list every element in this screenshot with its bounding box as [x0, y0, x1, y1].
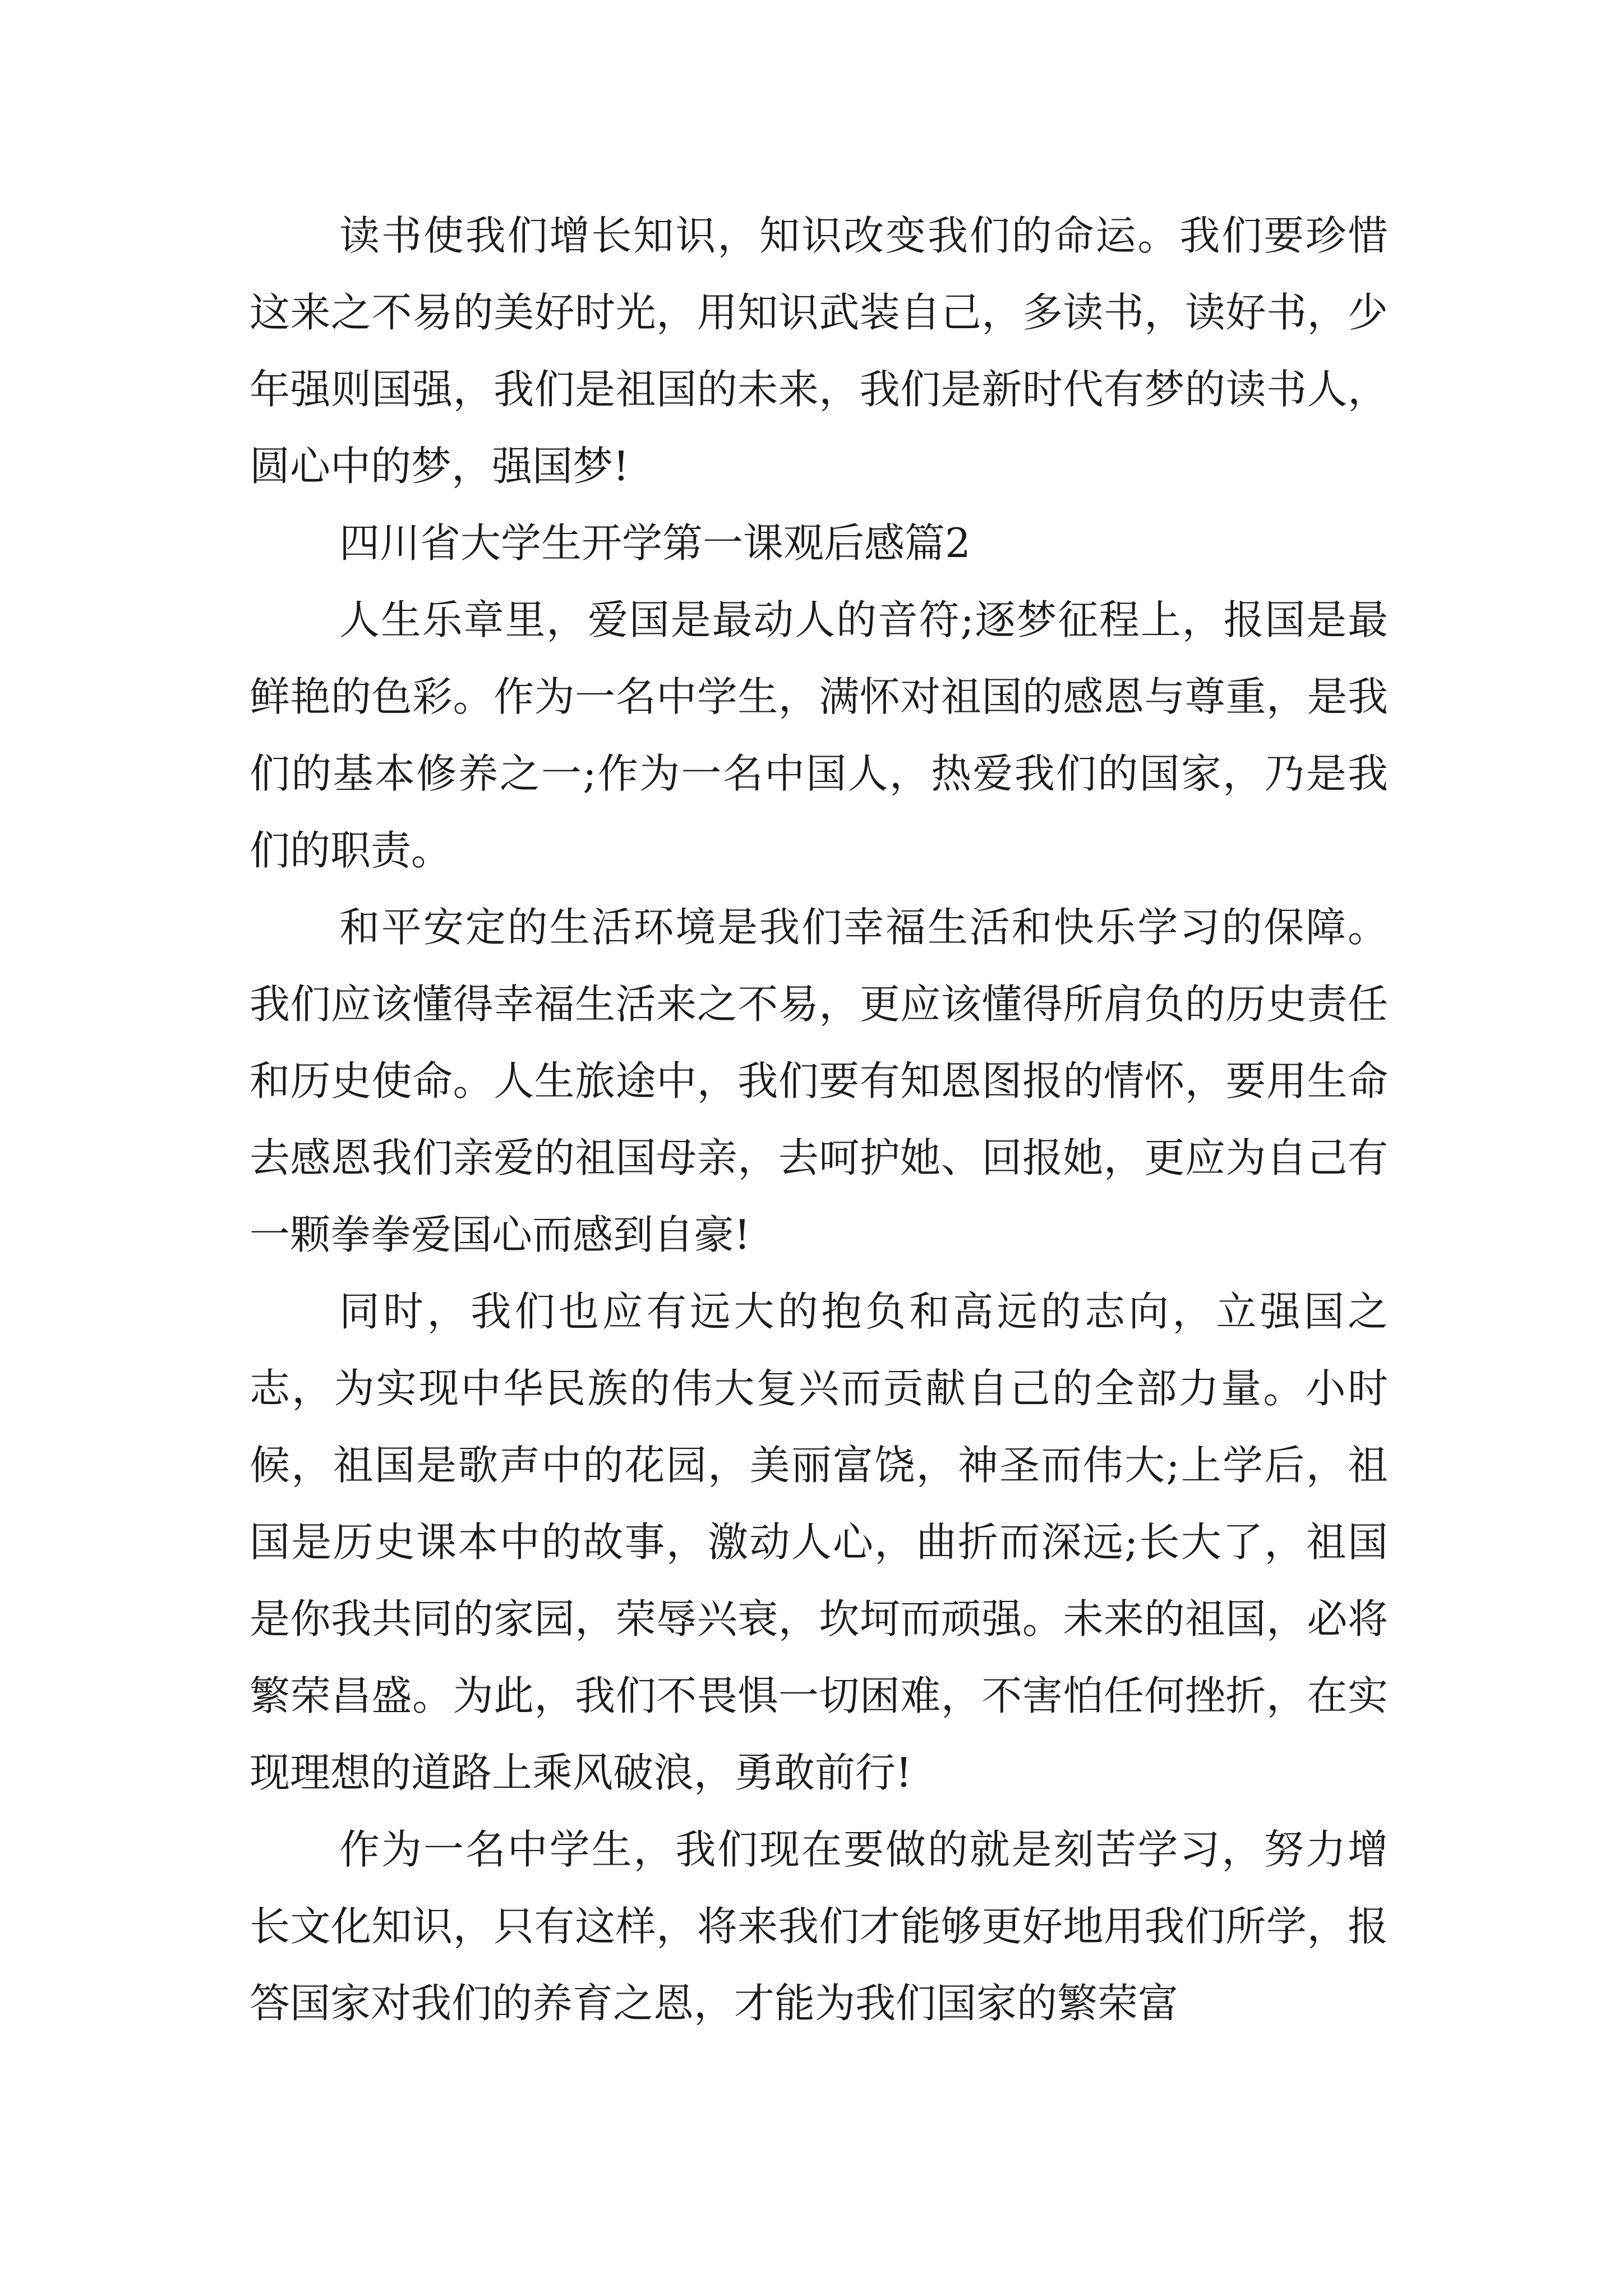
section-heading: 四川省大学生开学第一课观后感篇2: [339, 519, 971, 567]
document-page: [250, 197, 1388, 2042]
paragraph-ambition: 同时，我们也应有远大的抱负和高远的志向，立强国之志，为实现中华民族的伟大复兴而贡献自己的全部力量。小时候，祖国是歌声中的花园，美丽富饶，神圣而伟大;上学后，祖国是历史课本中的故事，激动人心，曲折而深远;长大了，祖国是你我共同的家园，荣辱兴衰，坎坷而顽强。未来的祖国，必将繁荣昌盛。为此，我们不畏惧一切困难，不害怕任何挫折，在实现理想的道路上乘风破浪，勇敢前行!: [250, 1288, 1388, 1796]
paragraph-patriotism: 人生乐章里，爱国是最动人的音符;逐梦征程上，报国是最鲜艳的色彩。作为一名中学生，满怀对祖国的感恩与尊重，是我们的基本修养之一;作为一名中国人，热爱我们的国家，乃是我们的职责。: [250, 596, 1388, 874]
paragraph-reading: 读书使我们增长知识，知识改变我们的命运。我们要珍惜这来之不易的美好时光，用知识武装自己，多读书，读好书，少年强则国强，我们是祖国的未来，我们是新时代有梦的读书人，圆心中的梦，强国梦!: [250, 212, 1388, 490]
paragraph-study: 作为一名中学生，我们现在要做的就是刻苦学习，努力增长文化知识，只有这样，将来我们才能够更好地用我们所学，报答国家对我们的养育之恩，才能为我们国家的繁荣富: [250, 1826, 1388, 2027]
paragraph-peace: 和平安定的生活环境是我们幸福生活和快乐学习的保障。我们应该懂得幸福生活来之不易，更应该懂得所肩负的历史责任和历史使命。人生旅途中，我们要有知恩图报的情怀，要用生命去感恩我们亲爱的祖国母亲，去呵护她、回报她，更应为自己有一颗拳拳爱国心而感到自豪!: [250, 904, 1388, 1258]
